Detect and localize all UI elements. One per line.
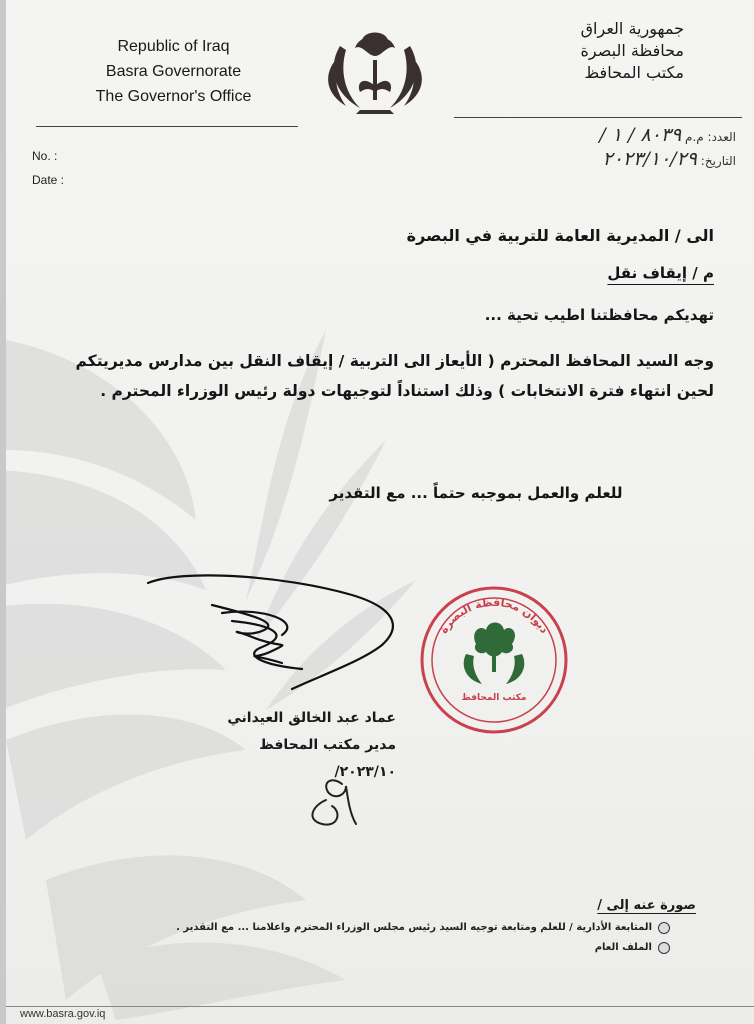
ar-date-value: ٢٠٢٣/١٠/٢٩ <box>602 148 697 170</box>
footer-url: www.basra.gov.iq <box>20 1008 106 1020</box>
cc-title: صورة عنه إلى / <box>597 898 696 913</box>
subject-line: م / إيقاف نقل <box>607 264 714 282</box>
header-ar-line-2: محافظة البصرة <box>580 41 684 60</box>
footer-rule <box>6 1006 754 1007</box>
official-stamp <box>416 584 572 736</box>
stamp-top-text: ديوان محافظة البصرة <box>436 595 552 636</box>
handwritten-day-mark <box>302 770 372 830</box>
cc-item-text: المتابعة الأدارية / للعلم ومتابعة توجيه السيد رئيس مجلس الوزراء المحترم واعلامنا ... مع التقدير . <box>176 922 652 933</box>
reference-fields-english <box>32 144 64 192</box>
ar-date-row <box>506 148 736 172</box>
cc-list <box>90 918 670 958</box>
ar-number-label: العدد: م.م <box>685 130 736 144</box>
governorate-logo <box>320 26 430 118</box>
recipient-line: الى / المديرية العامة للتربية في البصرة <box>406 226 714 245</box>
reference-fields-arabic <box>506 124 736 172</box>
signer-title: مدير مكتب المحافظ <box>259 737 396 753</box>
handwritten-signature <box>142 565 412 705</box>
header-english <box>66 34 281 109</box>
cc-bullet-icon <box>658 922 670 934</box>
signer-date: ٢٠٢٣/١٠/ <box>334 764 396 780</box>
header-ar-line-1: جمهورية العراق <box>580 19 684 38</box>
cc-bullet-icon <box>658 942 670 954</box>
cc-item <box>90 938 670 958</box>
letter-paragraph: وجه السيد المحافظ المحترم ( الأيعاز الى التربية / إيقاف النقل بين مدارس مديريتكم لحين انتهاء فترة الانتخابات ) وذلك استناداً لتوجيهات دولة رئيس الوزراء المحترم . <box>75 352 714 400</box>
letter-page <box>6 0 754 1024</box>
date-label: Date : <box>32 173 65 187</box>
no-label: No. : <box>32 149 58 163</box>
header-ar-line-3: مكتب المحافظ <box>584 63 684 82</box>
header-arabic <box>444 18 684 84</box>
header-rule-left <box>36 126 298 127</box>
header-en-line-3: The Governor's Office <box>95 88 252 105</box>
closing-line: للعلم والعمل بموجبه حتماً ... مع التقدير <box>329 484 623 502</box>
ar-number-value: ٨٠٣٩ / ١ / <box>599 124 682 146</box>
header-en-line-1: Republic of Iraq <box>117 38 230 55</box>
stamp-bottom-text: مكتب المحافظ <box>461 693 527 703</box>
header-en-line-2: Basra Governorate <box>105 63 242 80</box>
cc-item-text: الملف العام <box>594 942 652 953</box>
header-rule-right <box>454 117 742 118</box>
cc-item <box>90 918 670 938</box>
greeting-line: تهديكم محافظتنا اطيب تحية ... <box>484 306 714 324</box>
signer-name: عماد عبد الخالق العيداني <box>227 710 396 726</box>
ar-number-row <box>506 124 736 148</box>
ar-date-label: التاريخ: <box>700 154 736 168</box>
